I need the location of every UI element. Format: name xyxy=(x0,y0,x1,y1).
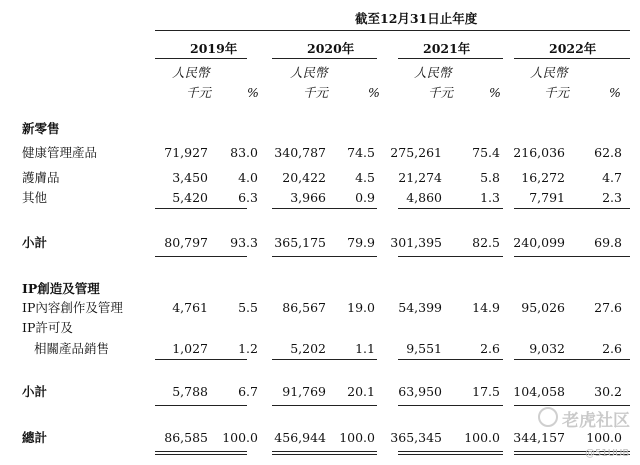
cell: 3,450 xyxy=(172,170,208,185)
cell: 14.9 xyxy=(472,300,500,315)
row-label-health: 健康管理產品 xyxy=(22,145,98,160)
cell: 100.0 xyxy=(339,430,375,445)
cell: 62.8 xyxy=(594,145,622,160)
cell: 4,860 xyxy=(406,190,442,205)
rule xyxy=(272,256,377,257)
unit-rmb-2019: 人民幣 xyxy=(172,65,210,80)
cell: 365,345 xyxy=(390,430,442,445)
cell: 16,272 xyxy=(521,170,565,185)
cell: 340,787 xyxy=(274,145,326,160)
unit-k-2020: 千元 xyxy=(303,85,329,100)
rule xyxy=(398,256,503,257)
year-2022: 2022年 xyxy=(549,41,597,56)
rule xyxy=(272,405,377,406)
cell: 93.3 xyxy=(230,235,258,250)
cell: 9,551 xyxy=(406,341,442,356)
cell: 275,261 xyxy=(390,145,442,160)
cell: 104,058 xyxy=(513,384,565,399)
cell: 79.9 xyxy=(347,235,375,250)
rule xyxy=(272,359,377,360)
cell: 21,274 xyxy=(398,170,442,185)
row-label-ip-licensing: IP許可及 xyxy=(22,320,73,335)
year-2021-rule xyxy=(398,58,503,59)
double-rule xyxy=(272,454,377,455)
rule xyxy=(514,256,630,257)
cell: 100.0 xyxy=(586,430,622,445)
year-2022-rule xyxy=(514,58,630,59)
watermark-code: @51UUB xyxy=(585,448,630,459)
cell: 4,761 xyxy=(172,300,208,315)
double-rule xyxy=(155,451,247,452)
year-2019: 2019年 xyxy=(190,41,238,56)
cell: 2.6 xyxy=(480,341,500,356)
cell: 75.4 xyxy=(472,145,500,160)
unit-k-2019: 千元 xyxy=(186,85,212,100)
cell: 9,032 xyxy=(529,341,565,356)
cell: 5.8 xyxy=(480,170,500,185)
unit-rmb-2020: 人民幣 xyxy=(290,65,328,80)
rule xyxy=(398,405,503,406)
cell: 3,966 xyxy=(290,190,326,205)
double-rule xyxy=(272,451,377,452)
cell: 27.6 xyxy=(594,300,622,315)
cell: 5,420 xyxy=(172,190,208,205)
watermark-text: 老虎社区 xyxy=(562,411,630,431)
double-rule xyxy=(398,451,503,452)
cell: 4.0 xyxy=(238,170,258,185)
cell: 80,797 xyxy=(164,235,208,250)
cell: 7,791 xyxy=(529,190,565,205)
header-divider xyxy=(155,30,630,31)
cell: 240,099 xyxy=(513,235,565,250)
row-label-ip-licensing-2: 相關產品銷售 xyxy=(34,341,110,356)
row-label-others: 其他 xyxy=(22,190,48,205)
pct-2021: % xyxy=(489,85,501,100)
cell: 91,769 xyxy=(282,384,326,399)
row-label-skincare: 護膚品 xyxy=(22,170,60,185)
cell: 5.5 xyxy=(238,300,258,315)
rule xyxy=(272,208,377,209)
cell: 17.5 xyxy=(472,384,500,399)
cell: 20,422 xyxy=(282,170,326,185)
section-title-retail: 新零售 xyxy=(22,121,60,136)
year-2021: 2021年 xyxy=(423,41,471,56)
pct-2022: % xyxy=(609,85,621,100)
cell: 83.0 xyxy=(230,145,258,160)
pct-2020: % xyxy=(368,85,380,100)
cell: 54,399 xyxy=(398,300,442,315)
cell: 0.9 xyxy=(355,190,375,205)
cell: 100.0 xyxy=(222,430,258,445)
cell: 30.2 xyxy=(594,384,622,399)
watermark-logo-icon xyxy=(538,407,558,427)
cell: 20.1 xyxy=(347,384,375,399)
double-rule xyxy=(155,454,247,455)
cell: 1.1 xyxy=(355,341,375,356)
year-2020: 2020年 xyxy=(307,41,355,56)
pct-2019: % xyxy=(247,85,259,100)
year-2020-rule xyxy=(272,58,377,59)
cell: 456,944 xyxy=(274,430,326,445)
cell: 6.3 xyxy=(238,190,258,205)
double-rule xyxy=(398,454,503,455)
rule xyxy=(514,208,630,209)
cell: 63,950 xyxy=(398,384,442,399)
cell: 69.8 xyxy=(594,235,622,250)
subtotal-label-ip: 小計 xyxy=(22,384,48,399)
cell: 5,788 xyxy=(172,384,208,399)
rule xyxy=(514,359,630,360)
rule xyxy=(155,359,247,360)
cell: 5,202 xyxy=(290,341,326,356)
cell: 4.7 xyxy=(602,170,622,185)
unit-rmb-2021: 人民幣 xyxy=(414,65,452,80)
unit-rmb-2022: 人民幣 xyxy=(530,65,568,80)
cell: 82.5 xyxy=(472,235,500,250)
cell: 86,567 xyxy=(282,300,326,315)
cell: 19.0 xyxy=(347,300,375,315)
rule xyxy=(398,208,503,209)
unit-k-2021: 千元 xyxy=(428,85,454,100)
cell: 1,027 xyxy=(172,341,208,356)
cell: 1.3 xyxy=(480,190,500,205)
subtotal-label-retail: 小計 xyxy=(22,235,48,250)
cell: 6.7 xyxy=(238,384,258,399)
cell: 216,036 xyxy=(513,145,565,160)
cell: 344,157 xyxy=(513,430,565,445)
period-header: 截至12月31日止年度 xyxy=(355,11,478,26)
rule xyxy=(155,208,247,209)
cell: 1.2 xyxy=(238,341,258,356)
cell: 301,395 xyxy=(390,235,442,250)
row-label-ip-content: IP內容創作及管理 xyxy=(22,300,123,315)
rule xyxy=(155,405,247,406)
cell: 86,585 xyxy=(164,430,208,445)
cell: 4.5 xyxy=(355,170,375,185)
cell: 71,927 xyxy=(164,145,208,160)
rule xyxy=(155,256,247,257)
cell: 74.5 xyxy=(347,145,375,160)
year-2019-rule xyxy=(155,58,247,59)
cell: 2.6 xyxy=(602,341,622,356)
section-title-ip: IP創造及管理 xyxy=(22,281,100,296)
cell: 100.0 xyxy=(464,430,500,445)
rule xyxy=(398,359,503,360)
cell: 2.3 xyxy=(602,190,622,205)
cell: 95,026 xyxy=(521,300,565,315)
unit-k-2022: 千元 xyxy=(544,85,570,100)
cell: 365,175 xyxy=(274,235,326,250)
total-label: 總計 xyxy=(22,430,48,445)
